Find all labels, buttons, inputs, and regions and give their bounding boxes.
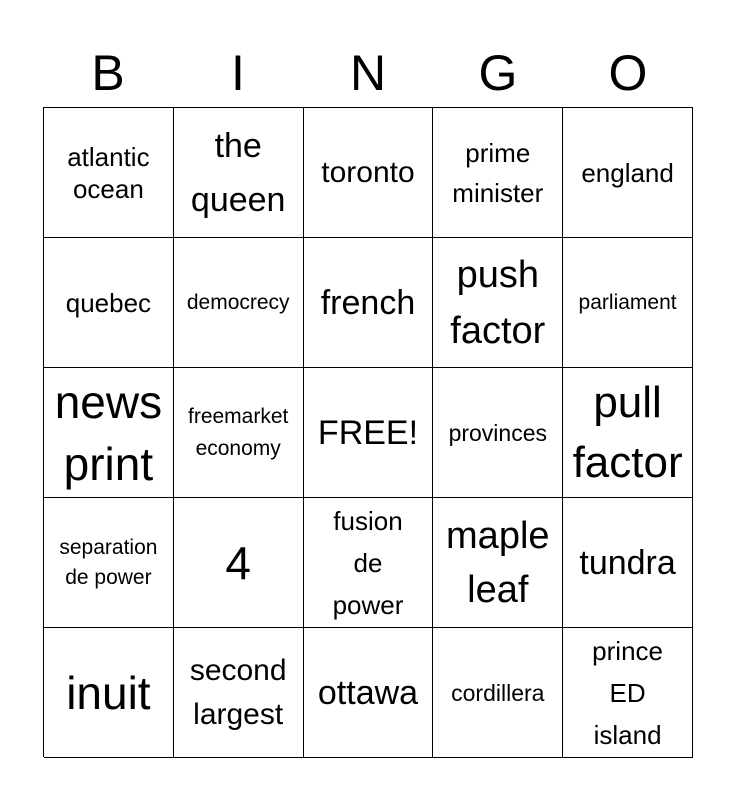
bingo-header bbox=[43, 38, 693, 108]
header-letter-b: B bbox=[91, 45, 125, 101]
bingo-cell[interactable] bbox=[174, 108, 304, 238]
free-space-text: FREE! bbox=[317, 413, 419, 452]
bingo-cell[interactable] bbox=[304, 108, 434, 238]
cell-text: second largest bbox=[189, 653, 287, 731]
bingo-cell[interactable] bbox=[433, 238, 563, 368]
bingo-cell[interactable] bbox=[304, 368, 434, 498]
cell-text: push factor bbox=[450, 253, 546, 352]
cell-text: 4 bbox=[225, 536, 251, 589]
cell-text: ottawa bbox=[317, 673, 419, 712]
bingo-cell[interactable] bbox=[563, 628, 693, 758]
cell-text: prime minister bbox=[452, 137, 544, 208]
bingo-cell[interactable] bbox=[304, 238, 434, 368]
cell-text: pull factor bbox=[572, 377, 683, 487]
bingo-cell[interactable] bbox=[44, 628, 174, 758]
cell-text: fusion de power bbox=[332, 505, 404, 620]
bingo-cell[interactable] bbox=[433, 628, 563, 758]
cell-text: quebec bbox=[65, 287, 152, 318]
bingo-cell[interactable] bbox=[433, 108, 563, 238]
header-letter-i: I bbox=[231, 45, 245, 101]
bingo-card-grid bbox=[43, 107, 693, 757]
bingo-row bbox=[44, 368, 693, 498]
cell-text: atlantic ocean bbox=[67, 141, 150, 204]
cell-text: parliament bbox=[578, 290, 677, 314]
bingo-row bbox=[44, 628, 693, 758]
cell-text: prince ED island bbox=[592, 635, 663, 750]
cell-text: maple leaf bbox=[446, 514, 550, 611]
cell-text: inuit bbox=[66, 666, 151, 719]
bingo-cell[interactable] bbox=[174, 628, 304, 758]
cell-text: tundra bbox=[579, 543, 676, 582]
bingo-cell[interactable] bbox=[44, 498, 174, 628]
cell-text: the queen bbox=[190, 126, 286, 219]
bingo-cell[interactable] bbox=[304, 498, 434, 628]
bingo-cell[interactable] bbox=[433, 498, 563, 628]
cell-text: separation de power bbox=[59, 535, 158, 589]
header-letter-g: G bbox=[478, 45, 518, 101]
bingo-row bbox=[44, 108, 693, 238]
cell-text: provinces bbox=[448, 419, 547, 446]
header-letter-o: O bbox=[608, 45, 648, 101]
cell-text: england bbox=[581, 157, 674, 188]
cell-text: democrecy bbox=[186, 290, 290, 314]
cell-text: toronto bbox=[321, 155, 415, 189]
cell-text: cordillera bbox=[451, 679, 545, 706]
cell-text: news print bbox=[54, 375, 163, 490]
cell-text: french bbox=[320, 283, 416, 322]
bingo-cell[interactable] bbox=[563, 108, 693, 238]
header-letter-n: N bbox=[349, 45, 387, 101]
bingo-cell[interactable] bbox=[44, 108, 174, 238]
bingo-row bbox=[44, 498, 693, 628]
bingo-cell[interactable] bbox=[563, 238, 693, 368]
bingo-cell[interactable] bbox=[563, 498, 693, 628]
bingo-cell[interactable] bbox=[174, 368, 304, 498]
bingo-row bbox=[44, 238, 693, 368]
bingo-cell[interactable] bbox=[433, 368, 563, 498]
bingo-cell[interactable] bbox=[563, 368, 693, 498]
bingo-cell[interactable] bbox=[174, 238, 304, 368]
bingo-cell[interactable] bbox=[174, 498, 304, 628]
bingo-cell[interactable] bbox=[44, 238, 174, 368]
cell-text: freemarket economy bbox=[188, 404, 289, 460]
bingo-cell[interactable] bbox=[304, 628, 434, 758]
bingo-cell[interactable] bbox=[44, 368, 174, 498]
